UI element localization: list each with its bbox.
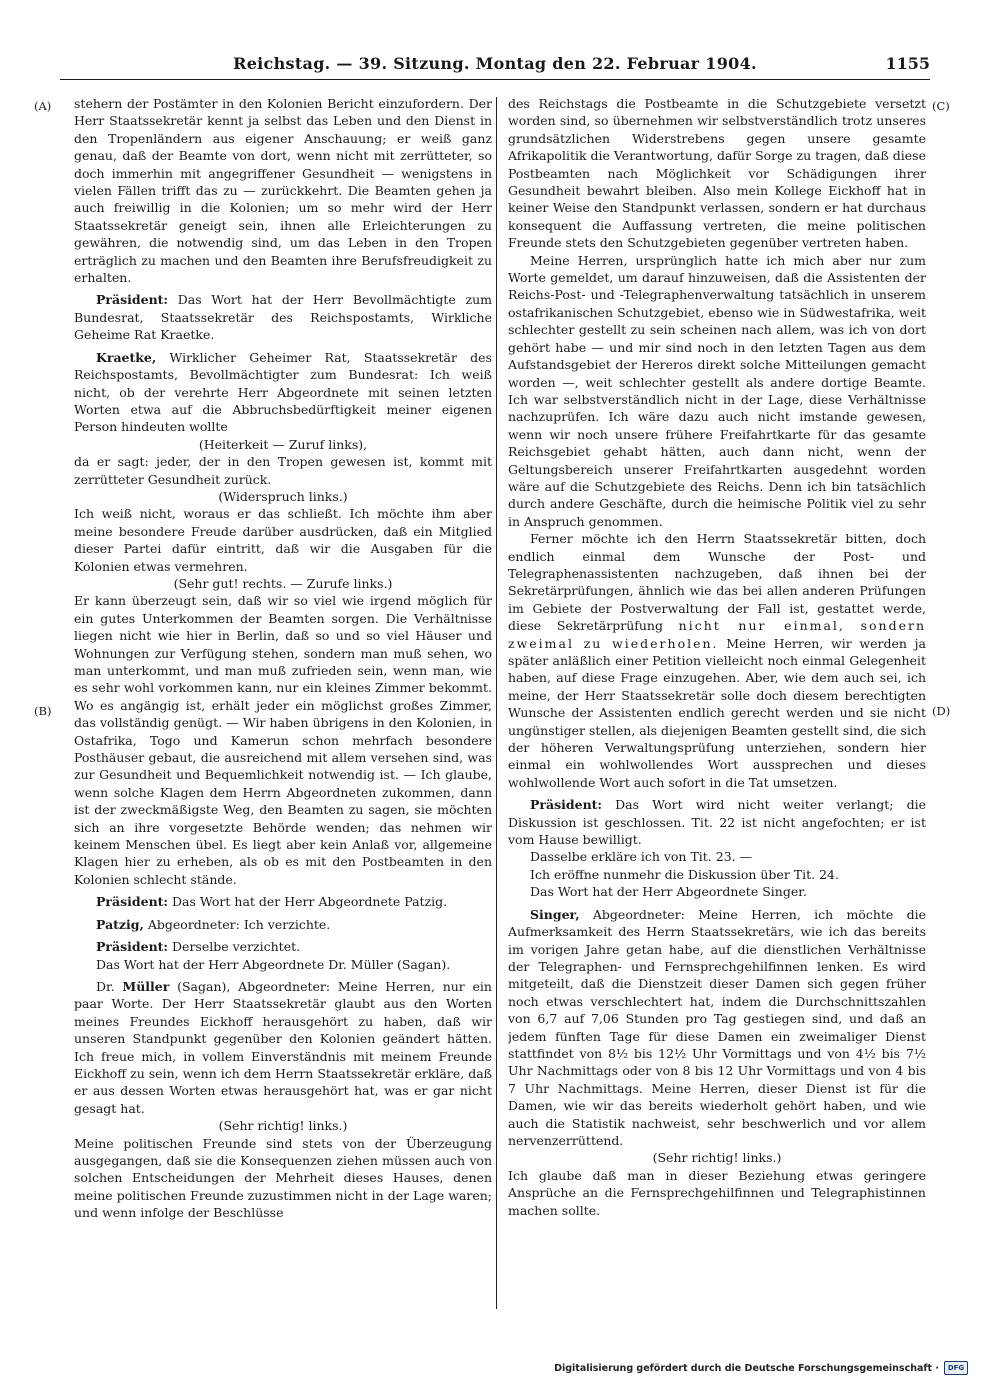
paragraph: Ich weiß nicht, woraus er das schließt. Ich möchte ihm aber meine besondere Freude darüber ausdrücken, daß ein Mitglied dieser Partei dafür eintritt, daß wir die Ausgaben für die Kolonien etwas vermehren. xyxy=(74,506,492,574)
interjection: (Widerspruch links.) xyxy=(218,488,348,504)
speech-text: Abgeordneter: Meine Herren, ich möchte die Aufmerksamkeit des Herrn Staatssekretärs, wie ich das bereits im vorigen Jahre getan habe, auf die dienstlichen Verhältnisse der Telegraphen- und Fernsprechgehilfinnen lenken. Es wird mitgeteilt, daß die Dienstzeit dieser Damen sich gegen früher noch etwas verschlechtert hat, indem die Durchschnittszahlen von 6,7 auf 7,06 Stunden pro Tag gestiegen sind, und daß an jedem fünften Tage für diese Damen ein zweimaliger Dienst stattfindet von 8½ bis 12½ Uhr Vormittags und von 4½ bis 7½ Uhr Nachmittags oder von 8 bis 12 Uhr Vormittags und von 4 bis 7 Uhr Nachmittags. Meine Herren, dieser Dienst ist für die Damen, wie wir das bereits wiederholt gehört haben, und wie auch die Statistik nachweist, sehr beschwerlich und vor allem nervenzerrüttend. xyxy=(508,906,926,1148)
speech-text: Das Wort wird nicht weiter verlangt; die Diskussion ist geschlossen. Tit. 22 ist nicht angefochten; er ist vom Hause bewilligt. xyxy=(508,797,926,848)
speech-text: Derselbe verzichtet. xyxy=(172,939,301,955)
footer-text: Digitalisierung gefördert durch die Deutsche Forschungsgemeinschaft · xyxy=(554,1362,939,1374)
paragraph: des Reichstags die Postbeamte in die Schutzgebiete versetzt worden sind, so übernehmen wir selbstverständlich trotz unseres grundsätzlichen Widerstrebens gegen unsere gesamte Afrikapolitik die Verantwortung, dafür Sorge zu tragen, daß diese Postbeamten nach Möglichkeit vor Schädigungen ihrer Gesundheit bewahrt bleiben. Also mein Kollege Eickhoff hat in keiner Weise den Standpunkt verlassen, sondern er hat durchaus konsequent die Auffassung vertreten, die meine politischen Freunde stets den Schutzgebieten gegenüber vertreten haben. xyxy=(508,96,926,251)
emphasis-text: sondern zweimal zu wiederholen. xyxy=(508,618,926,651)
margin-marker-d: (D) xyxy=(932,704,951,718)
paragraph xyxy=(74,893,492,910)
running-title: Reichstag. — 39. Sitzung. Montag den 22. Februar 1904. xyxy=(233,54,757,73)
speaker-name: Müller xyxy=(122,978,170,994)
emphasis-text: nicht nur einmal, xyxy=(678,618,845,634)
paragraph xyxy=(508,796,926,848)
paragraph: Meine Herren, ursprünglich hatte ich mich aber nur zum Worte gemeldet, um darauf hinzuweisen, daß die Assistenten der Reichs-Post- und -Telegraphenverwaltung tatsächlich in unserem ostafrikanischen Schutzgebiet, ebenso wie in Südwestafrika, weit schlechter gestellt zu sein scheinen nach allem, was ich von dort gehört habe — und mir sind noch in den letzten Tagen aus dem Aufstandsgebiet der Hereros direkt solche Mitteilungen gemacht worden —, weit schlechter gestellt als andere dortige Beamte. Ich war selbstverständlich nicht in der Lage, diese Verhältnisse nachzuprüfen. Ich wäre dazu auch nicht imstande gewesen, wenn wir noch unsere frühere Freifahrtkarte für das gesamte Reichsgebiet gehabt hätten, auch dann nicht, wenn der Geltungsbereich unserer Freifahrtkarten ausgedehnt worden wäre auf die Schutzgebiete des Reichs. Denn ich bin tatsächlich durch andere Geschäfte, durch die heimische Politik viel zu sehr in Anspruch genommen. xyxy=(508,252,926,529)
speaker-name: Präsident: xyxy=(96,894,169,910)
page-header xyxy=(60,54,930,78)
dfg-logo: DFG xyxy=(944,1361,968,1375)
digitization-footer xyxy=(554,1361,968,1375)
speech-text: Das Wort hat der Herr Abgeordnete Patzig. xyxy=(172,894,448,910)
paragraph xyxy=(74,916,492,933)
paragraph xyxy=(74,978,492,1117)
speaker-name: Präsident: xyxy=(96,939,169,955)
paragraph xyxy=(74,291,492,343)
margin-marker-b: (B) xyxy=(34,704,52,718)
speaker-name: Kraetke, xyxy=(96,349,157,365)
speaker-name: Präsident: xyxy=(96,292,169,308)
interjection: (Sehr richtig! links.) xyxy=(652,1150,782,1166)
speech-text: Ferner möchte ich den Herrn Staatssekretär bitten, doch endlich einmal dem Wunsche der Post- und Telegraphenassistenten nachzugeben, daß ihnen bei der Sekretärprüfungen, ähnlich wie das bei allen anderen Prüfungen im Gebiete der Postverwaltung der Fall ist, gestattet werde, diese Sekretärprüfung xyxy=(508,531,926,634)
paragraph: Das Wort hat der Herr Abgeordnete Singer. xyxy=(530,884,807,900)
paragraph: stehern der Postämter in den Kolonien Bericht einzufordern. Der Herr Staatssekretär kennt ja selbst das Leben und den Dienst in den Tropenländern aus eigener Anschauung; er weiß ganz genau, daß der Beamte von dort, wenn nicht mit zerrütteter, so doch immerhin mit angegriffener Gesundheit — wenigstens in vielen Fällen trifft das zu — zurückkehrt. Die Beamten gehen ja auch freiwillig in die Kolonien; um so mehr wird der Herr Staatssekretär geneigt sein, ihnen alle Erleichterungen zu gewähren, die notwendig sind, um das Leben in den Tropen erträglich zu machen und den Beamten ihre Berufsfreudigkeit zu erhalten. xyxy=(74,96,492,286)
left-column xyxy=(74,95,492,1315)
paragraph: Dasselbe erkläre ich von Tit. 23. — xyxy=(530,849,753,865)
paragraph: Meine politischen Freunde sind stets von der Überzeugung ausgegangen, daß sie die Konsequenzen ziehen müssen auch von solchen Entscheidungen der Mehrheit dieses Hauses, denen meine politischen Freunde zuzustimmen nicht in der Lage waren; und wenn infolge der Beschlüsse xyxy=(74,1135,492,1221)
column-divider xyxy=(496,97,497,1309)
paragraph: Er kann überzeugt sein, daß wir so viel wie irgend möglich für ein gutes Unterkommen der Beamten sorgen. Die Verhältnisse liegen nicht wie hier in Berlin, daß so und so viel Häuser und Wohnungen zur Verfügung stehen, sondern man muß sehen, wo man unterkommt, und man muß zufrieden sein, wenn man, wie es sehr wohl vorkommen kann, nur ein kleines Zimmer bekommt. Wo es angängig ist, erhält jeder ein möglichst großes Zimmer, das vollständig genügt. — Wir haben übrigens in den Kolonien, in Ostafrika, Togo und Kamerun schon mehrfach besondere Posthäuser gebaut, die ausreichend mit allem versehen sind, was zur Gesundheit und Bequemlichkeit notwendig ist. — Ich glaube, wenn solche Klagen dem Herrn Abgeordneten zukommen, dann ist der zweckmäßigste Weg, den Beamten zu sagen, sie möchten sich an ihre vorgesetzte Behörde wenden; das nehmen wir keinem Menschen übel. Es liegt aber kein Anlaß vor, allgemeine Klagen hier zu erheben, als ob es mit den Postbeamten in den Kolonien schlecht stände. xyxy=(74,593,492,887)
speech-text: Meine Herren, wir werden ja später anläßlich einer Petition vielleicht noch einmal Gelegenheit haben, auf diese Frage einzugehen. Aber, wie dem auch sei, ich meine, der Herr Staatssekretär solle doch diesem berechtigten Wunsche der Assistenten endlich gerecht werden und sie nicht ungünstiger stellen, als diejenigen Beamten gestellt sind, die sich der höheren Verwaltungsprüfung unterziehen, sondern hier einmal ein wohlwollendes Wort aussprechen und dieses wohlwollende Wort auch sofort in die Tat umsetzen. xyxy=(508,635,926,790)
margin-marker-a: (A) xyxy=(34,99,52,113)
speech-text: (Sagan), Abgeordneter: Meine Herren, nur ein paar Worte. Der Herr Staatssekretär glaubt aus den Worten meines Freundes Eickhoff herausgehört zu haben, daß wir unseren Standpunkt gegenüber den Kolonien geändert hätten. Ich freue mich, in vollem Einverständnis mit meinem Freunde Eickhoff zu sein, wenn ich dem Herrn Staatssekretär erkläre, daß er aus dessen Worten etwas herausgehört hat, was er gar nicht gesagt hat. xyxy=(74,978,492,1116)
paragraph xyxy=(74,938,492,955)
paragraph xyxy=(508,530,926,791)
speech-text: Wirklicher Geheimer Rat, Staatssekretär des Reichspostamts, Bevollmächtigter zum Bundesrat: Ich weiß nicht, ob der verehrte Herr Abgeordnete mit seinen letzten Worten etwa auf die Abbruchsbedürftigkeit meiner eigenen Person hindeuten wollte xyxy=(74,349,492,435)
paragraph: da er sagt: jeder, der in den Tropen gewesen ist, kommt mit zerrütteter Gesundheit zurück. xyxy=(74,454,492,487)
right-column xyxy=(508,95,926,1315)
speaker-title: Dr. xyxy=(96,978,115,994)
page-number: 1155 xyxy=(885,54,930,73)
speaker-name: Patzig, xyxy=(96,916,144,932)
interjection: (Heiterkeit — Zuruf links), xyxy=(198,436,368,452)
speaker-name: Präsident: xyxy=(530,797,603,813)
interjection: (Sehr richtig! links.) xyxy=(218,1118,348,1134)
paragraph xyxy=(508,906,926,1150)
paragraph: Das Wort hat der Herr Abgeordnete Dr. Müller (Sagan). xyxy=(96,956,451,972)
margin-marker-c: (C) xyxy=(932,99,950,113)
speaker-name: Singer, xyxy=(530,906,580,922)
speech-text: Abgeordneter: Ich verzichte. xyxy=(147,916,331,932)
interjection: (Sehr gut! rechts. — Zurufe links.) xyxy=(173,575,393,591)
paragraph xyxy=(74,349,492,436)
speech-text: Das Wort hat der Herr Bevollmächtigte zum Bundesrat, Staatssekretär des Reichspostamts, Wirkliche Geheime Rat Kraetke. xyxy=(74,292,492,343)
paragraph: Ich eröffne nunmehr die Diskussion über Tit. 24. xyxy=(530,866,839,882)
header-rule xyxy=(60,79,930,80)
paragraph: Ich glaube daß man in dieser Beziehung etwas geringere Ansprüche an die Fernsprechgehilfinnen und Telegraphistinnen machen sollte. xyxy=(508,1167,926,1218)
